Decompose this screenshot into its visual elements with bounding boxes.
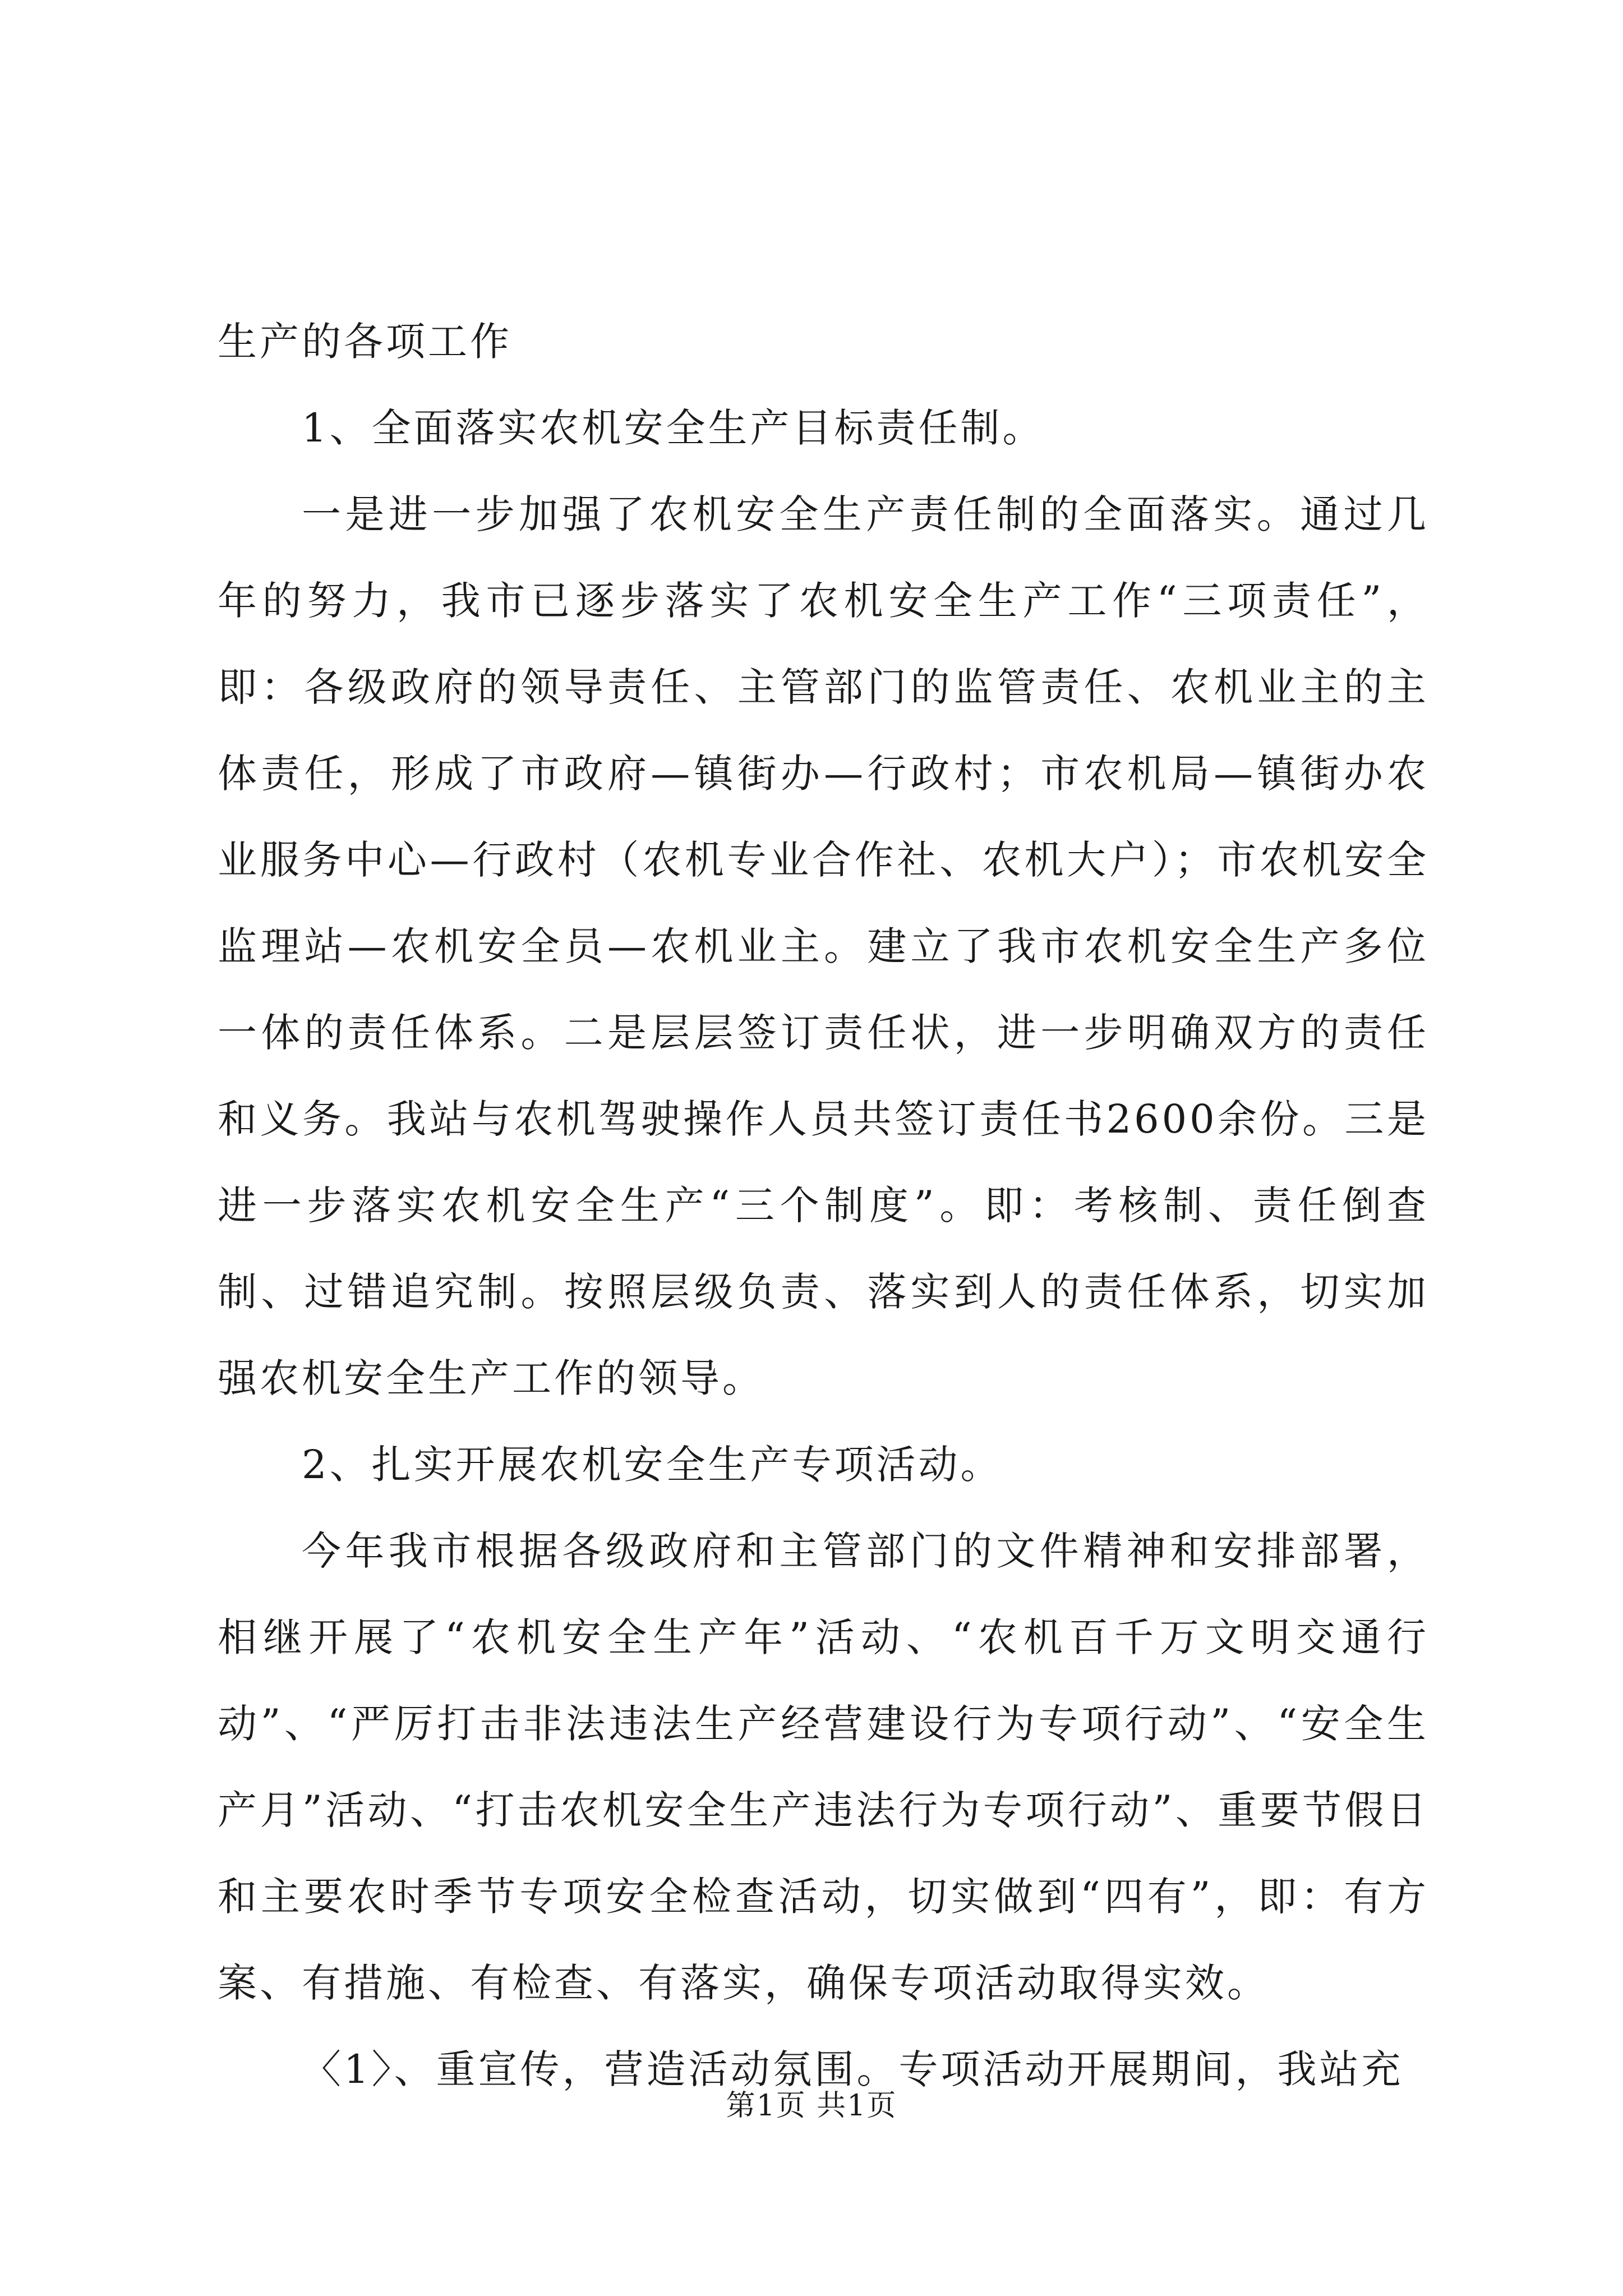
section-heading: 1、全面落实农机安全生产目标责任制。 xyxy=(302,405,1045,451)
paragraph: 一是进一步加强了农机安全生产责任制的全面落实。通过几年的努力，我市已逐步落实了农机安全生产工作“三项责任”，即：各级政府的领导责任、主管部门的监管责任、农机业主的主体责任，形成了市政府—镇街办—行政村；市农机局—镇街办农业服务中心—行政村（农机专业合作社、农机大户）；市农机安全监理站—农机安全员—农机业主。建立了我市农机安全生产多位一体的责任体系。二是层层签订责任状，进一步明确双方的责任和义务。我站与农机驾驶操作人员共签订责任书2600余份。三是进一步落实农机安全生产“三个制度”。即：考核制、责任倒查制、过错追究制。按照层级负责、落实到人的责任体系，切实加强农机安全生产工作的领导。 xyxy=(218,491,1429,1401)
document-body xyxy=(218,298,1429,2113)
section-heading: 2、扎实开展农机安全生产专项活动。 xyxy=(302,1442,1003,1488)
paragraph: 今年我市根据各级政府和主管部门的文件精神和安排部署，相继开展了“农机安全生产年”活动、“农机百千万文明交通行动”、“严厉打击非法违法生产经营建设行为专项行动”、“安全生产月”活动、“打击农机安全生产违法行为专项行动”、重要节假日和主要农时季节专项安全检查活动，切实做到“四有”，即：有方案、有措施、有检查、有落实，确保专项活动取得实效。 xyxy=(218,1528,1429,2006)
page-number: 第1页 共1页 xyxy=(726,2089,897,2123)
page-footer xyxy=(0,2088,1623,2124)
paragraph: 〈1〉、重宣传，营造活动氛围。专项活动开展期间，我站充 xyxy=(302,2046,1404,2092)
paragraph: 生产的各项工作 xyxy=(218,319,512,365)
